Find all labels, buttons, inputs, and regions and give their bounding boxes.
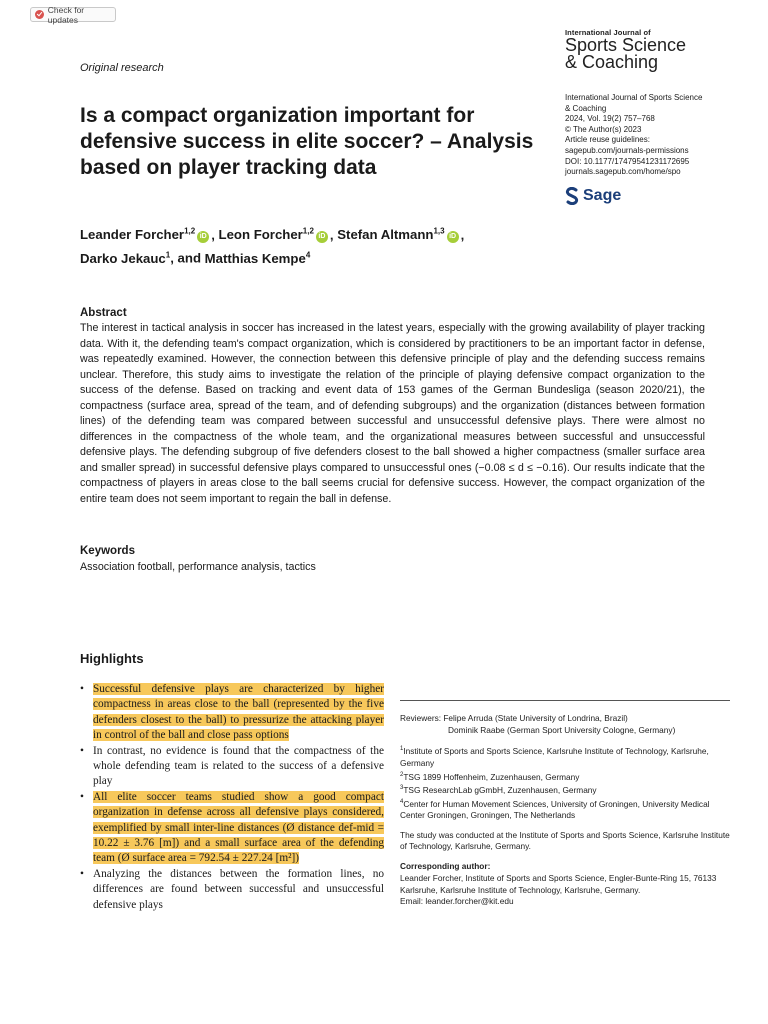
author-4[interactable]: Darko Jekauc$^1$ [80,250,171,266]
publisher-name: Sage [583,187,622,204]
author-1[interactable]: Leander Forcher$^{1,2}$ [80,227,196,243]
corresponding-text: Leander Forcher, Institute of Sports and Sports Science, Engler-Bunte-Ring 15, 76133 Karlsruhe, Karlsruhe Institute of Technology, Karlsruhe, Germany. [400,872,717,895]
orcid-icon[interactable]: iD [316,231,328,243]
check-for-updates-icon [35,10,44,19]
meta-home-link[interactable]: journals.sagepub.com/home/spo [565,167,681,177]
author-list: Leander Forcher$^{1,2}$iD , Leon Forcher$^{1,2}$iD , Stefan Altmann$^{1,3}$iD , Darko Jekauc$^1$, and Matthias Kempe$^4$ [80,227,465,266]
sage-s-icon [565,187,579,205]
author-3[interactable]: Stefan Altmann$^{1,3}$ [337,227,445,243]
author-5[interactable]: Matthias Kempe$^4$ [204,250,311,266]
publisher-logo [565,187,621,205]
highlight-item: • In contrast, no evidence is found that the compactness of the whole defending team is related to the success of a defensive play [80,744,384,790]
page-title: Is a compact organization important for defensive success in elite soccer? – Analysis based on player tracking data [80,104,534,179]
reviewers: Reviewers: Felipe Arruda (State University of Londrina, Brazil) Dominik Raabe (German Sport University Cologne, Germany) [400,713,676,735]
abstract-heading: Abstract [80,307,127,319]
meta-reuse: Article reuse guidelines: [565,135,650,145]
footnotes [400,700,730,908]
publication-meta [565,93,745,178]
check-for-updates-badge[interactable] [30,4,116,25]
orcid-icon[interactable]: iD [197,231,209,243]
affiliations: $^1$Institute of Sports and Sports Science, Karlsruhe Institute of Technology, Karlsruhe, Germany $^2$TSG 1899 Hoffenheim, Zuzenhausen, Germany $^3$TSG ResearchLab gGmbH, Zuzenhausen, Germany $^4$Center for Human Movement Sciences, University of Groningen, University Medical Center Groningen, Groningen, The Netherlands [400,746,710,820]
highlight-item: • Successful defensive plays are characterized by higher compactness in areas close to the ball (represented by the five defenders closest to the ball) to pressurize the attacking player in control of the ball and close pass options [80,682,384,744]
orcid-icon[interactable]: iD [447,231,459,243]
keywords-text: Association football, performance analysis, tactics [80,561,316,573]
abstract-text: The interest in tactical analysis in soccer has increased in the latest years, especially with the growing availability of player tracking data. With it, the defending team's compact organization, which is considered by practitioners to be an important factor in defense, was repeatedly examined. However, the connection between this defensive principle of play and the defending success remains unclear. Therefore, this study aims to investigate the relation of the principle of playing defensive compact organization to the success of the defense. Based on tracking and event data of 153 games of the German Bundesliga (season 2020/21), the compactness (surface area, spread of the team, and of defending subgroups) and the organization (distances between formation lines) of the defending team was compared between successful and unsuccessful defensive plays. There were almost no differences in the compactness of the whole team, and the organizational measures between successful and unsuccessful defensive plays. The defending subgroup of five defenders closest to the ball showed a higher compactness (smaller surface area and smaller spread) in successful defensive plays compared to unsuccessful ones (−0.08 ≤ d ≤ −0.16). Our results indicate that the compactness of players in areas close to the ball seems crucial for defensive success. However, the compact organization of the entire team does not seem important to regain the ball in defense. [80,322,705,505]
meta-doi[interactable]: DOI: 10.1177/17479541231172695 [565,156,690,166]
journal-logo-line2: Sports Science [565,35,687,55]
highlights-heading: Highlights [80,651,144,666]
meta-copyright: © The Author(s) 2023 [565,124,642,134]
journal-logo-line1: International Journal of [565,28,651,37]
check-for-updates-label: Check for updates [47,4,85,25]
section-label: Original research [80,62,164,74]
meta-volume: 2024, Vol. 19(2) 757–768 [565,114,655,124]
highlights-list [80,682,384,913]
footnote-rule [400,700,730,701]
corresponding-email[interactable]: Email: leander.forcher@kit.edu [400,896,514,907]
study-note: The study was conducted at the Institute of Sports and Sports Science, Karlsruhe Institute of Technology, Karlsruhe, Germany. [400,829,730,852]
highlight-item: • All elite soccer teams studied show a good compact organization in defense across all defensive plays considered, exemplified by small inter-line distances (Ø distance def-mid = 10.22 ± 3.76 [m]) and a small surface area of the defending team (Ø surface area = 792.54 ± 227.24 [m²]) [80,790,384,867]
meta-reuse-link[interactable]: sagepub.com/journals-permissions [565,145,689,155]
meta-journal: International Journal of Sports Science [565,93,703,102]
journal-logo-line3: & Coaching [565,52,659,72]
corresponding-heading: Corresponding author: [400,861,491,872]
journal-logo [565,28,745,71]
keywords-heading: Keywords [80,545,135,557]
meta-journal-cont: & Coaching [565,103,607,113]
corresponding-author [400,861,730,908]
highlight-item: • Analyzing the distances between the formation lines, no differences are found between successful and unsuccessful defensive plays [80,867,384,913]
author-2[interactable]: Leon Forcher$^{1,2}$ [218,227,314,243]
